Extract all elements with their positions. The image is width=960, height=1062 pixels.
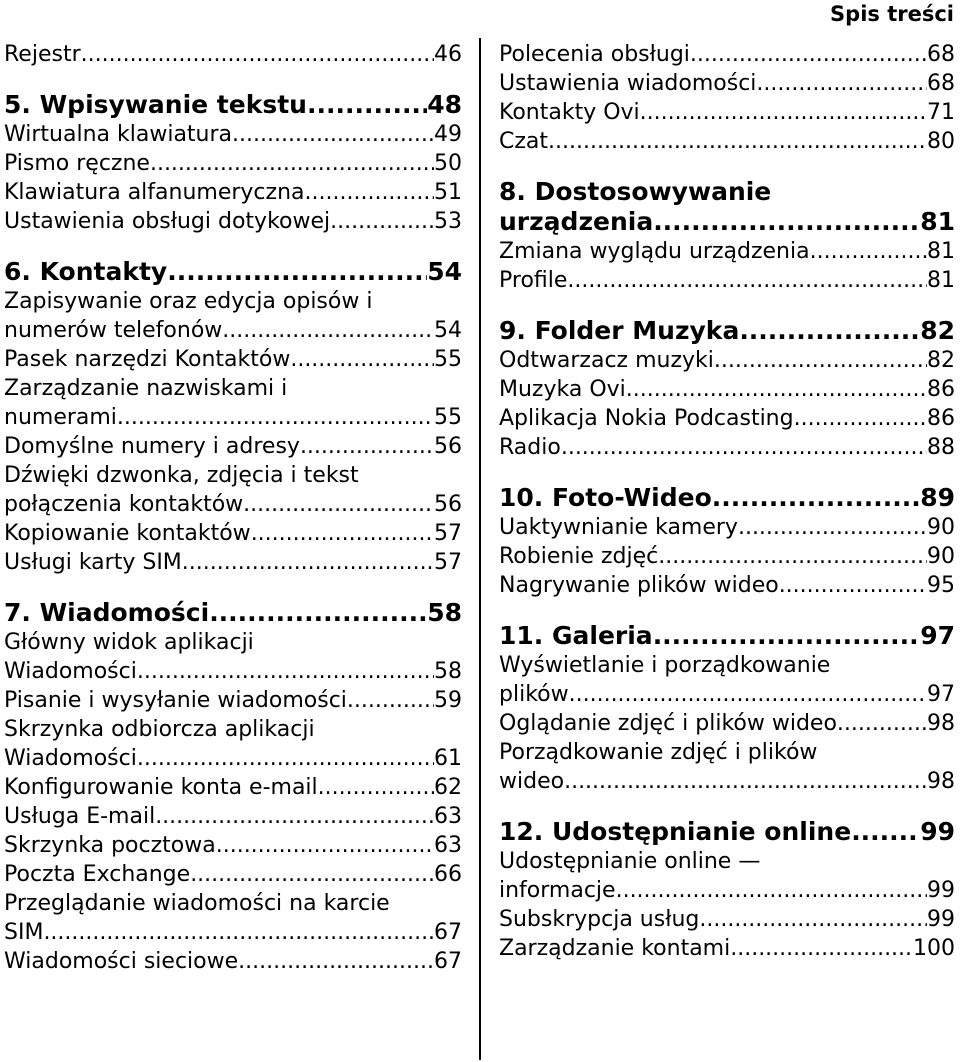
toc-entry-text: Pismo ręczne (4, 151, 150, 176)
toc-entry-wyswietlanie-i-porzadkowanie-plikow[interactable] (499, 651, 955, 709)
page-number: 98 (927, 711, 955, 736)
toc-entry-text: Przeglądanie wiadomości na karcie (4, 891, 390, 916)
page-number: 95 (927, 573, 955, 598)
toc-line (499, 404, 955, 433)
toc-line (499, 127, 955, 156)
dot-leader (756, 69, 927, 98)
toc-line (499, 433, 955, 462)
dot-leader (137, 657, 434, 686)
toc-line (4, 686, 462, 715)
toc-entry-text: numerami (4, 405, 117, 430)
toc-entry-text: 9. Folder Muzyka (499, 316, 740, 345)
toc-entry-text: informacje (499, 878, 616, 903)
page-number: 86 (927, 406, 955, 431)
dot-leader (330, 207, 434, 236)
toc-line (4, 178, 462, 207)
toc-heading-8-dostosowywanie-urzadzenia[interactable] (499, 177, 955, 237)
toc-line (499, 483, 955, 513)
toc-heading-12-udostepnianie-online[interactable] (499, 817, 955, 847)
dot-leader (616, 876, 927, 905)
toc-entry-ogladanie-zdjec-i-plikow-wideo[interactable] (499, 709, 955, 738)
toc-line (499, 817, 955, 847)
page-number: 57 (434, 550, 462, 575)
page-header: Spis treści (830, 2, 954, 26)
toc-entry-text: 5. Wpisywanie tekstu (4, 90, 307, 119)
toc-entry-skrzynka-pocztowa[interactable] (4, 831, 462, 860)
toc-entry-poczta-exchange[interactable] (4, 860, 462, 889)
page-number: 68 (927, 42, 955, 67)
toc-entry-text: Domyślne numery i adresy (4, 434, 300, 459)
toc-line (499, 177, 955, 207)
toc-entry-text: Pisanie i wysyłanie wiadomości (4, 688, 347, 713)
toc-line (4, 403, 462, 432)
toc-entry-text: Pasek narzędzi Kontaktów (4, 347, 291, 372)
page-number: 63 (434, 804, 462, 829)
toc-line (4, 120, 462, 149)
toc-entry-konfigurowanie-konta-e-mail[interactable] (4, 773, 462, 802)
page-number: 90 (927, 515, 955, 540)
dot-leader (548, 127, 927, 156)
dot-leader (561, 433, 927, 462)
toc-line (499, 346, 955, 375)
toc-line (4, 519, 462, 548)
toc-line (4, 802, 462, 831)
dot-leader (347, 686, 434, 715)
toc-line (4, 548, 462, 577)
toc-heading-7-wiadomosci[interactable] (4, 598, 462, 628)
page-number: 99 (927, 878, 955, 903)
toc-line (4, 287, 462, 316)
section-gap (499, 796, 955, 817)
toc-entry-glowny-widok-aplikacji-wiadomosci[interactable] (4, 628, 462, 686)
page-number: 49 (434, 122, 462, 147)
toc-entry-text: 8. Dostosowywanie (499, 177, 772, 206)
dot-leader (690, 40, 927, 69)
toc-line (4, 432, 462, 461)
page-number: 63 (434, 833, 462, 858)
toc-line (4, 860, 462, 889)
page-number: 57 (434, 521, 462, 546)
toc-entry-text: Udostępnianie online — (499, 849, 761, 874)
toc-entry-text: Nagrywanie plików wideo (499, 573, 779, 598)
dot-leader (699, 905, 927, 934)
page-number: 82 (927, 348, 955, 373)
toc-line (499, 680, 955, 709)
dot-leader (305, 178, 434, 207)
dot-leader (216, 831, 434, 860)
dot-leader (155, 802, 434, 831)
toc-entry-porzadkowanie-zdjec-i-plikow-wideo[interactable] (499, 738, 955, 796)
toc-line (499, 237, 955, 266)
toc-entry-wirtualna-klawiatura[interactable] (4, 120, 462, 149)
toc-entry-text: Zarządzanie nazwiskami i (4, 376, 288, 401)
toc-entry-radio[interactable] (499, 433, 955, 462)
toc-entry-text: Zarządzanie kontami (499, 936, 731, 961)
dot-leader (318, 773, 434, 802)
toc-entry-przegladanie-wiadomosci-na-karcie-sim[interactable] (4, 889, 462, 947)
toc-entry-text: Kontakty Ovi (499, 100, 640, 125)
toc-line (499, 876, 955, 905)
toc-entry-uaktywnianie-kamery[interactable] (499, 513, 955, 542)
page-number: 88 (927, 435, 955, 460)
toc-line (499, 738, 955, 767)
section-gap (4, 577, 462, 598)
toc-entry-aplikacja-nokia-podcasting[interactable] (499, 404, 955, 433)
toc-entry-text: Konfigurowanie konta e-mail (4, 775, 318, 800)
page-number: 71 (927, 100, 955, 125)
page-number: 97 (920, 621, 955, 650)
section-gap (4, 69, 462, 90)
toc-entry-text: 12. Udostępnianie online (499, 817, 852, 846)
toc-entry-text: Muzyka Ovi (499, 377, 626, 402)
toc-entry-pisanie-i-wysylanie-wiadomosci[interactable] (4, 686, 462, 715)
dot-leader (243, 490, 434, 519)
toc-line (499, 767, 955, 796)
toc-line (4, 490, 462, 519)
toc-entry-text: Zmiana wyglądu urządzenia (499, 239, 810, 264)
toc-entry-text: Usługa E-mail (4, 804, 156, 829)
toc-entry-zarzadzanie-kontami[interactable] (499, 934, 955, 963)
toc-entry-text: Profile (499, 268, 568, 293)
toc-entry-pismo-reczne[interactable] (4, 149, 462, 178)
page-number: 90 (927, 544, 955, 569)
page-number: 81 (927, 268, 955, 293)
section-gap (4, 236, 462, 257)
toc-entry-text: Wirtualna klawiatura (4, 122, 233, 147)
page-number: 59 (434, 688, 462, 713)
dot-leader (658, 542, 927, 571)
dot-leader (190, 860, 434, 889)
page-number: 53 (434, 209, 462, 234)
page-number: 80 (927, 129, 955, 154)
section-gap (499, 295, 955, 316)
toc-entry-dzwieki-dzwonka-zdjecia-i-tekst-polaczen[interactable] (4, 461, 462, 519)
toc-entry-text: Odtwarzacz muzyki (499, 348, 714, 373)
dot-leader (851, 817, 920, 847)
dot-leader (569, 680, 927, 709)
page-number: 58 (434, 659, 462, 684)
page-number: 62 (434, 775, 462, 800)
dot-leader (738, 513, 927, 542)
toc-entry-kontakty-ovi[interactable] (499, 98, 955, 127)
toc-entry-wiadomosci-sieciowe[interactable] (4, 947, 462, 976)
toc-entry-skrzynka-odbiorcza-aplikacji-wiadomosci[interactable] (4, 715, 462, 773)
toc-line (4, 918, 462, 947)
dot-leader (564, 767, 927, 796)
toc-line (4, 628, 462, 657)
column-divider (479, 38, 481, 1060)
dot-leader (137, 744, 434, 773)
toc-line (4, 598, 462, 628)
toc-entry-text: urządzenia (499, 207, 654, 236)
dot-leader (117, 403, 434, 432)
page-number: 66 (434, 862, 462, 887)
toc-line (4, 40, 462, 69)
toc-entry-udostepnianie-online-informacje[interactable] (499, 847, 955, 905)
toc-line (4, 257, 462, 287)
toc-line (4, 889, 462, 918)
dot-leader (251, 519, 434, 548)
toc-line (4, 90, 462, 120)
page-number: 54 (427, 257, 462, 286)
toc-line (4, 773, 462, 802)
page-number: 61 (434, 746, 462, 771)
toc-entry-text: Polecenia obsługi (499, 42, 690, 67)
toc-entry-text: Dźwięki dzwonka, zdjęcia i tekst (4, 463, 359, 488)
dot-leader (232, 120, 434, 149)
dot-leader (653, 621, 921, 651)
toc-entry-text: Uaktywnianie kamery (499, 515, 738, 540)
toc-entry-zarzadzanie-nazwiskami-i-numerami[interactable] (4, 374, 462, 432)
dot-leader (567, 266, 927, 295)
dot-leader (43, 918, 434, 947)
toc-line (499, 316, 955, 346)
dot-leader (794, 404, 927, 433)
toc-line (4, 207, 462, 236)
toc-entry-rejestr[interactable] (4, 40, 462, 69)
page-number: 67 (434, 949, 462, 974)
section-gap (499, 462, 955, 483)
dot-leader (182, 548, 434, 577)
toc-entry-text: Klawiatura alfanumeryczna (4, 180, 305, 205)
toc-line (4, 149, 462, 178)
page-number: 55 (434, 347, 462, 372)
toc-entry-kopiowanie-kontaktow[interactable] (4, 519, 462, 548)
toc-line (4, 657, 462, 686)
toc-line (499, 513, 955, 542)
toc-line (499, 905, 955, 934)
toc-entry-text: Zapisywanie oraz edycja opisów i (4, 289, 373, 314)
dot-leader (307, 90, 427, 120)
toc-entry-text: Porządkowanie zdjęć i plików (499, 740, 818, 765)
toc-entry-text: plików (499, 682, 569, 707)
toc-entry-text: Wiadomości sieciowe (4, 949, 239, 974)
toc-line (499, 69, 955, 98)
toc-line (499, 621, 955, 651)
toc-line (4, 461, 462, 490)
page-number: 81 (927, 239, 955, 264)
dot-leader (837, 709, 927, 738)
dot-leader (300, 432, 434, 461)
toc-entry-subskrypcja-uslug[interactable] (499, 905, 955, 934)
toc-entry-text: Skrzynka pocztowa (4, 833, 216, 858)
page-number: 67 (434, 920, 462, 945)
toc-entry-text: wideo (499, 769, 565, 794)
page-number: 54 (434, 318, 462, 343)
dot-leader (626, 375, 927, 404)
toc-entry-robienie-zdjec[interactable] (499, 542, 955, 571)
toc-entry-text: Oglądanie zdjęć i plików wideo (499, 711, 837, 736)
toc-heading-11-galeria[interactable] (499, 621, 955, 651)
toc-entry-czat[interactable] (499, 127, 955, 156)
section-gap (499, 156, 955, 177)
toc-entry-ustawienia-wiadomosci[interactable] (499, 69, 955, 98)
toc-entry-text: Radio (499, 435, 561, 460)
toc-line (499, 847, 955, 876)
toc-entry-text: Aplikacja Nokia Podcasting (499, 406, 794, 431)
toc-entry-zapisywanie-oraz-edycja-opisow-i-numerow[interactable] (4, 287, 462, 345)
page-number: 99 (920, 817, 955, 846)
toc-entry-text: SIM (4, 920, 44, 945)
toc-entry-domyslne-numery-i-adresy[interactable] (4, 432, 462, 461)
page-number: 46 (434, 42, 462, 67)
page-number: 98 (927, 769, 955, 794)
page-number: 56 (434, 434, 462, 459)
page-number: 58 (427, 598, 462, 627)
toc-line (4, 744, 462, 773)
toc-line (4, 947, 462, 976)
toc-entry-text: numerów telefonów (4, 318, 223, 343)
page-number: 81 (920, 207, 955, 236)
toc-line (4, 316, 462, 345)
toc-entry-polecenia-obslugi[interactable] (499, 40, 955, 69)
toc-entry-muzyka-ovi[interactable] (499, 375, 955, 404)
page-number: 51 (434, 180, 462, 205)
toc-line (499, 571, 955, 600)
toc-entry-uslugi-karty-sim[interactable] (4, 548, 462, 577)
page-number: 99 (927, 907, 955, 932)
toc-entry-pasek-narzedzi-kontaktow[interactable] (4, 345, 462, 374)
toc-entry-text: Kopiowanie kontaktów (4, 521, 251, 546)
toc-line (499, 375, 955, 404)
dot-leader (290, 345, 434, 374)
dot-leader (739, 316, 920, 346)
dot-leader (810, 237, 927, 266)
toc-entry-text: 11. Galeria (499, 621, 653, 650)
page-number: 86 (927, 377, 955, 402)
page-number: 82 (920, 316, 955, 345)
toc-entry-text: Ustawienia wiadomości (499, 71, 757, 96)
page-number: 100 (913, 936, 955, 961)
toc-entry-text: Czat (499, 129, 549, 154)
toc-line (499, 207, 955, 237)
toc-column-right (499, 40, 955, 963)
toc-line (499, 98, 955, 127)
page-number: 55 (434, 405, 462, 430)
page-number: 97 (927, 682, 955, 707)
dot-leader (730, 934, 913, 963)
toc-line (4, 715, 462, 744)
dot-leader (714, 346, 927, 375)
toc-entry-text: 7. Wiadomości (4, 598, 210, 627)
toc-heading-5-wpisywanie-tekstu[interactable] (4, 90, 462, 120)
toc-line (499, 709, 955, 738)
toc-line (499, 266, 955, 295)
dot-leader (81, 40, 434, 69)
page-number: 48 (427, 90, 462, 119)
toc-entry-text: Główny widok aplikacji (4, 630, 254, 655)
toc-entry-text: Skrzynka odbiorcza aplikacji (4, 717, 315, 742)
dot-leader (150, 149, 434, 178)
toc-entry-text: 10. Foto-Wideo (499, 483, 712, 512)
toc-entry-ustawienia-obslugi-dotykowej[interactable] (4, 207, 462, 236)
toc-entry-profile[interactable] (499, 266, 955, 295)
dot-leader (712, 483, 920, 513)
dot-leader (779, 571, 927, 600)
dot-leader (167, 257, 427, 287)
dot-leader (238, 947, 434, 976)
toc-heading-10-foto-wideo[interactable] (499, 483, 955, 513)
dot-leader (209, 598, 427, 628)
toc-entry-text: Wiadomości (4, 659, 137, 684)
toc-entry-zmiana-wygladu-urzadzenia[interactable] (499, 237, 955, 266)
page-number: 89 (920, 483, 955, 512)
toc-entry-text: Usługi karty SIM (4, 550, 182, 575)
toc-entry-text: Wiadomości (4, 746, 137, 771)
toc-heading-9-folder-muzyka[interactable] (499, 316, 955, 346)
toc-entry-text: Poczta Exchange (4, 862, 191, 887)
toc-line (499, 40, 955, 69)
dot-leader (222, 316, 434, 345)
toc-line (4, 831, 462, 860)
toc-entry-text: Robienie zdjęć (499, 544, 659, 569)
toc-entry-text: połączenia kontaktów (4, 492, 244, 517)
toc-heading-6-kontakty[interactable] (4, 257, 462, 287)
toc-line (4, 345, 462, 374)
toc-entry-odtwarzacz-muzyki[interactable] (499, 346, 955, 375)
toc-column-left (4, 40, 462, 976)
toc-entry-text: Wyświetlanie i porządkowanie (499, 653, 831, 678)
toc-entry-text: 6. Kontakty (4, 257, 168, 286)
toc-entry-text: Ustawienia obsługi dotykowej (4, 209, 331, 234)
toc-entry-klawiatura-alfanumeryczna[interactable] (4, 178, 462, 207)
toc-line (499, 651, 955, 680)
toc-entry-text: Subskrypcja usług (499, 907, 700, 932)
toc-entry-nagrywanie-plikow-wideo[interactable] (499, 571, 955, 600)
dot-leader (640, 98, 927, 127)
page-number: 56 (434, 492, 462, 517)
dot-leader (653, 207, 920, 237)
toc-line (499, 542, 955, 571)
toc-line (4, 374, 462, 403)
toc-entry-text: Rejestr (4, 42, 81, 67)
toc-entry-usluga-e-mail[interactable] (4, 802, 462, 831)
section-gap (499, 600, 955, 621)
toc-line (499, 934, 955, 963)
page-number: 50 (434, 151, 462, 176)
page-number: 68 (927, 71, 955, 96)
